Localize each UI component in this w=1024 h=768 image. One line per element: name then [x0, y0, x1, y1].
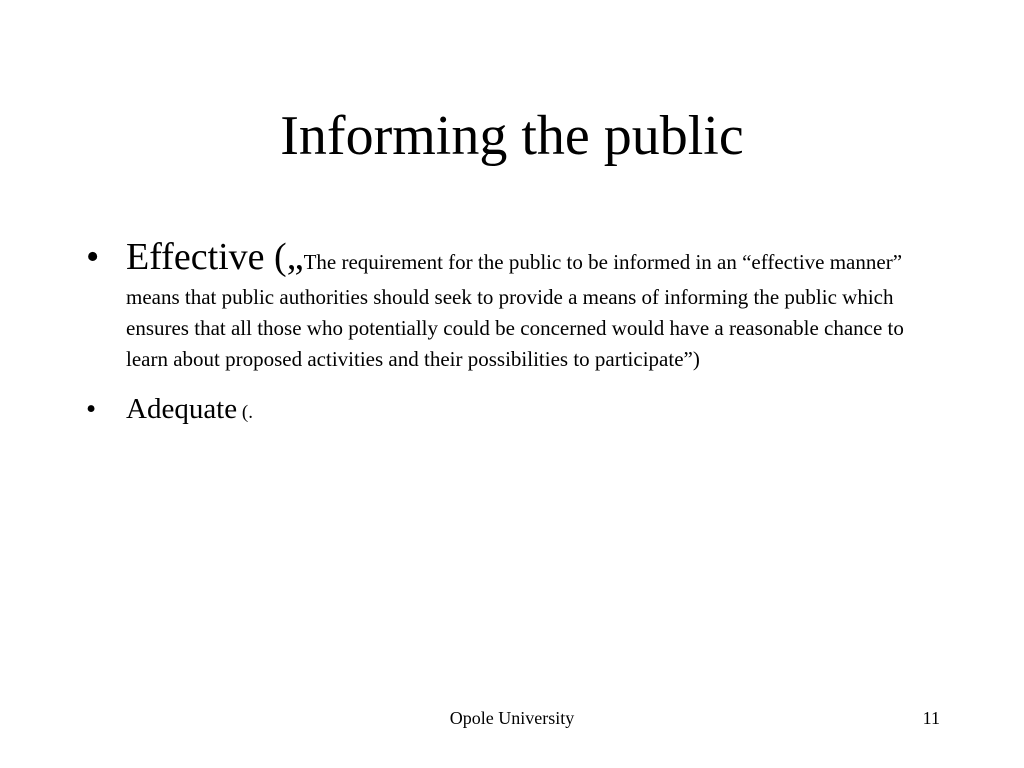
footer-organization: Opole University [449, 708, 575, 728]
slide-title: Informing the public [280, 105, 744, 167]
bullet-marker: • [86, 236, 100, 278]
bullet-lead-adequate: Adequate [126, 393, 238, 425]
bullet-marker: • [86, 393, 97, 425]
page-number: 11 [922, 708, 940, 728]
bullet-item-adequate [86, 389, 926, 429]
bullet-text-effective: The requirement for the public to be informed in an “effective manner” means that public authorities should seek to provide a means of informing the public which ensures that all those who potentially could be concerned would have a reasonable chance to learn about proposed activities and their possibilities to participate”) [126, 250, 904, 371]
bullet-tail-adequate: (. [237, 402, 253, 423]
bullet-list [86, 232, 926, 429]
bullet-lead-effective: Effective („ [126, 236, 304, 278]
bullet-item-effective [86, 232, 926, 375]
